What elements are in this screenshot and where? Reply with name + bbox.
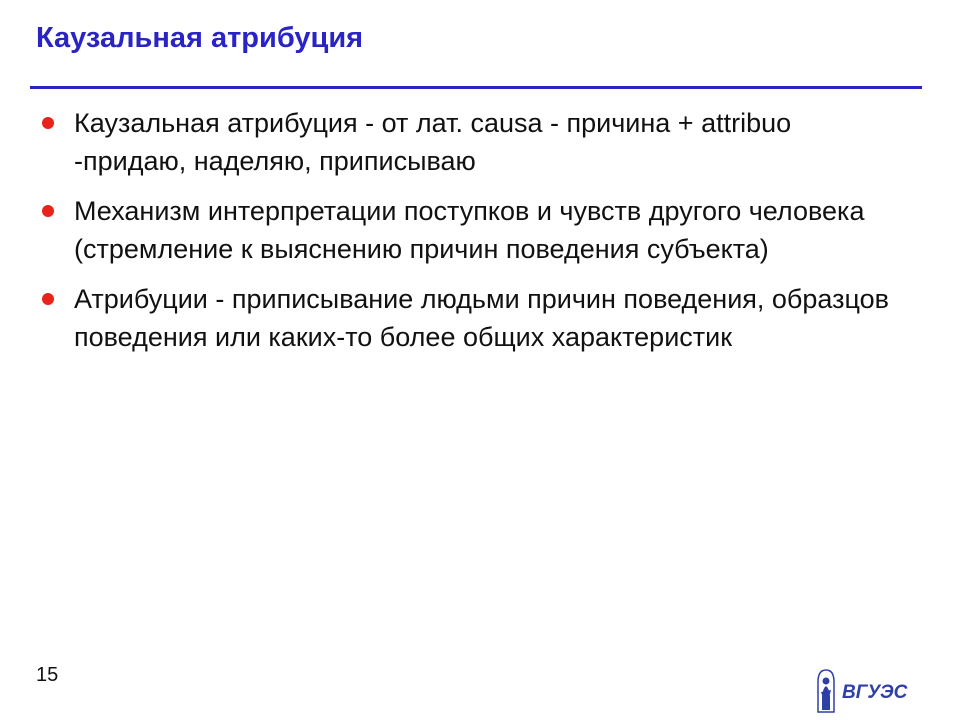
bullet-item <box>40 192 900 268</box>
title-divider <box>30 86 922 89</box>
page-number: 15 <box>36 664 59 686</box>
logo-text: ВГУЭС <box>842 682 908 703</box>
bullet-list <box>40 104 900 368</box>
bullet-text: Атрибуции - приписывание людьми причин поведения, образцов поведения или каких-то более общих характеристик <box>74 284 890 352</box>
bullet-dot-icon <box>42 293 54 305</box>
bullet-text: Механизм интерпретации поступков и чувств другого человека (стремление к выяснению причин поведения субъекта) <box>74 196 865 264</box>
bullet-dot-icon <box>42 205 54 217</box>
university-emblem-icon <box>818 670 834 712</box>
university-logo <box>812 666 928 716</box>
bullet-dot-icon <box>42 117 54 129</box>
bullet-item <box>40 104 900 180</box>
bullet-text: Каузальная атрибуция - от лат. causa - причина + attribuo -придаю, наделяю, приписываю <box>74 108 792 176</box>
bullet-item <box>40 280 900 356</box>
slide-title: Каузальная атрибуция <box>36 22 364 54</box>
